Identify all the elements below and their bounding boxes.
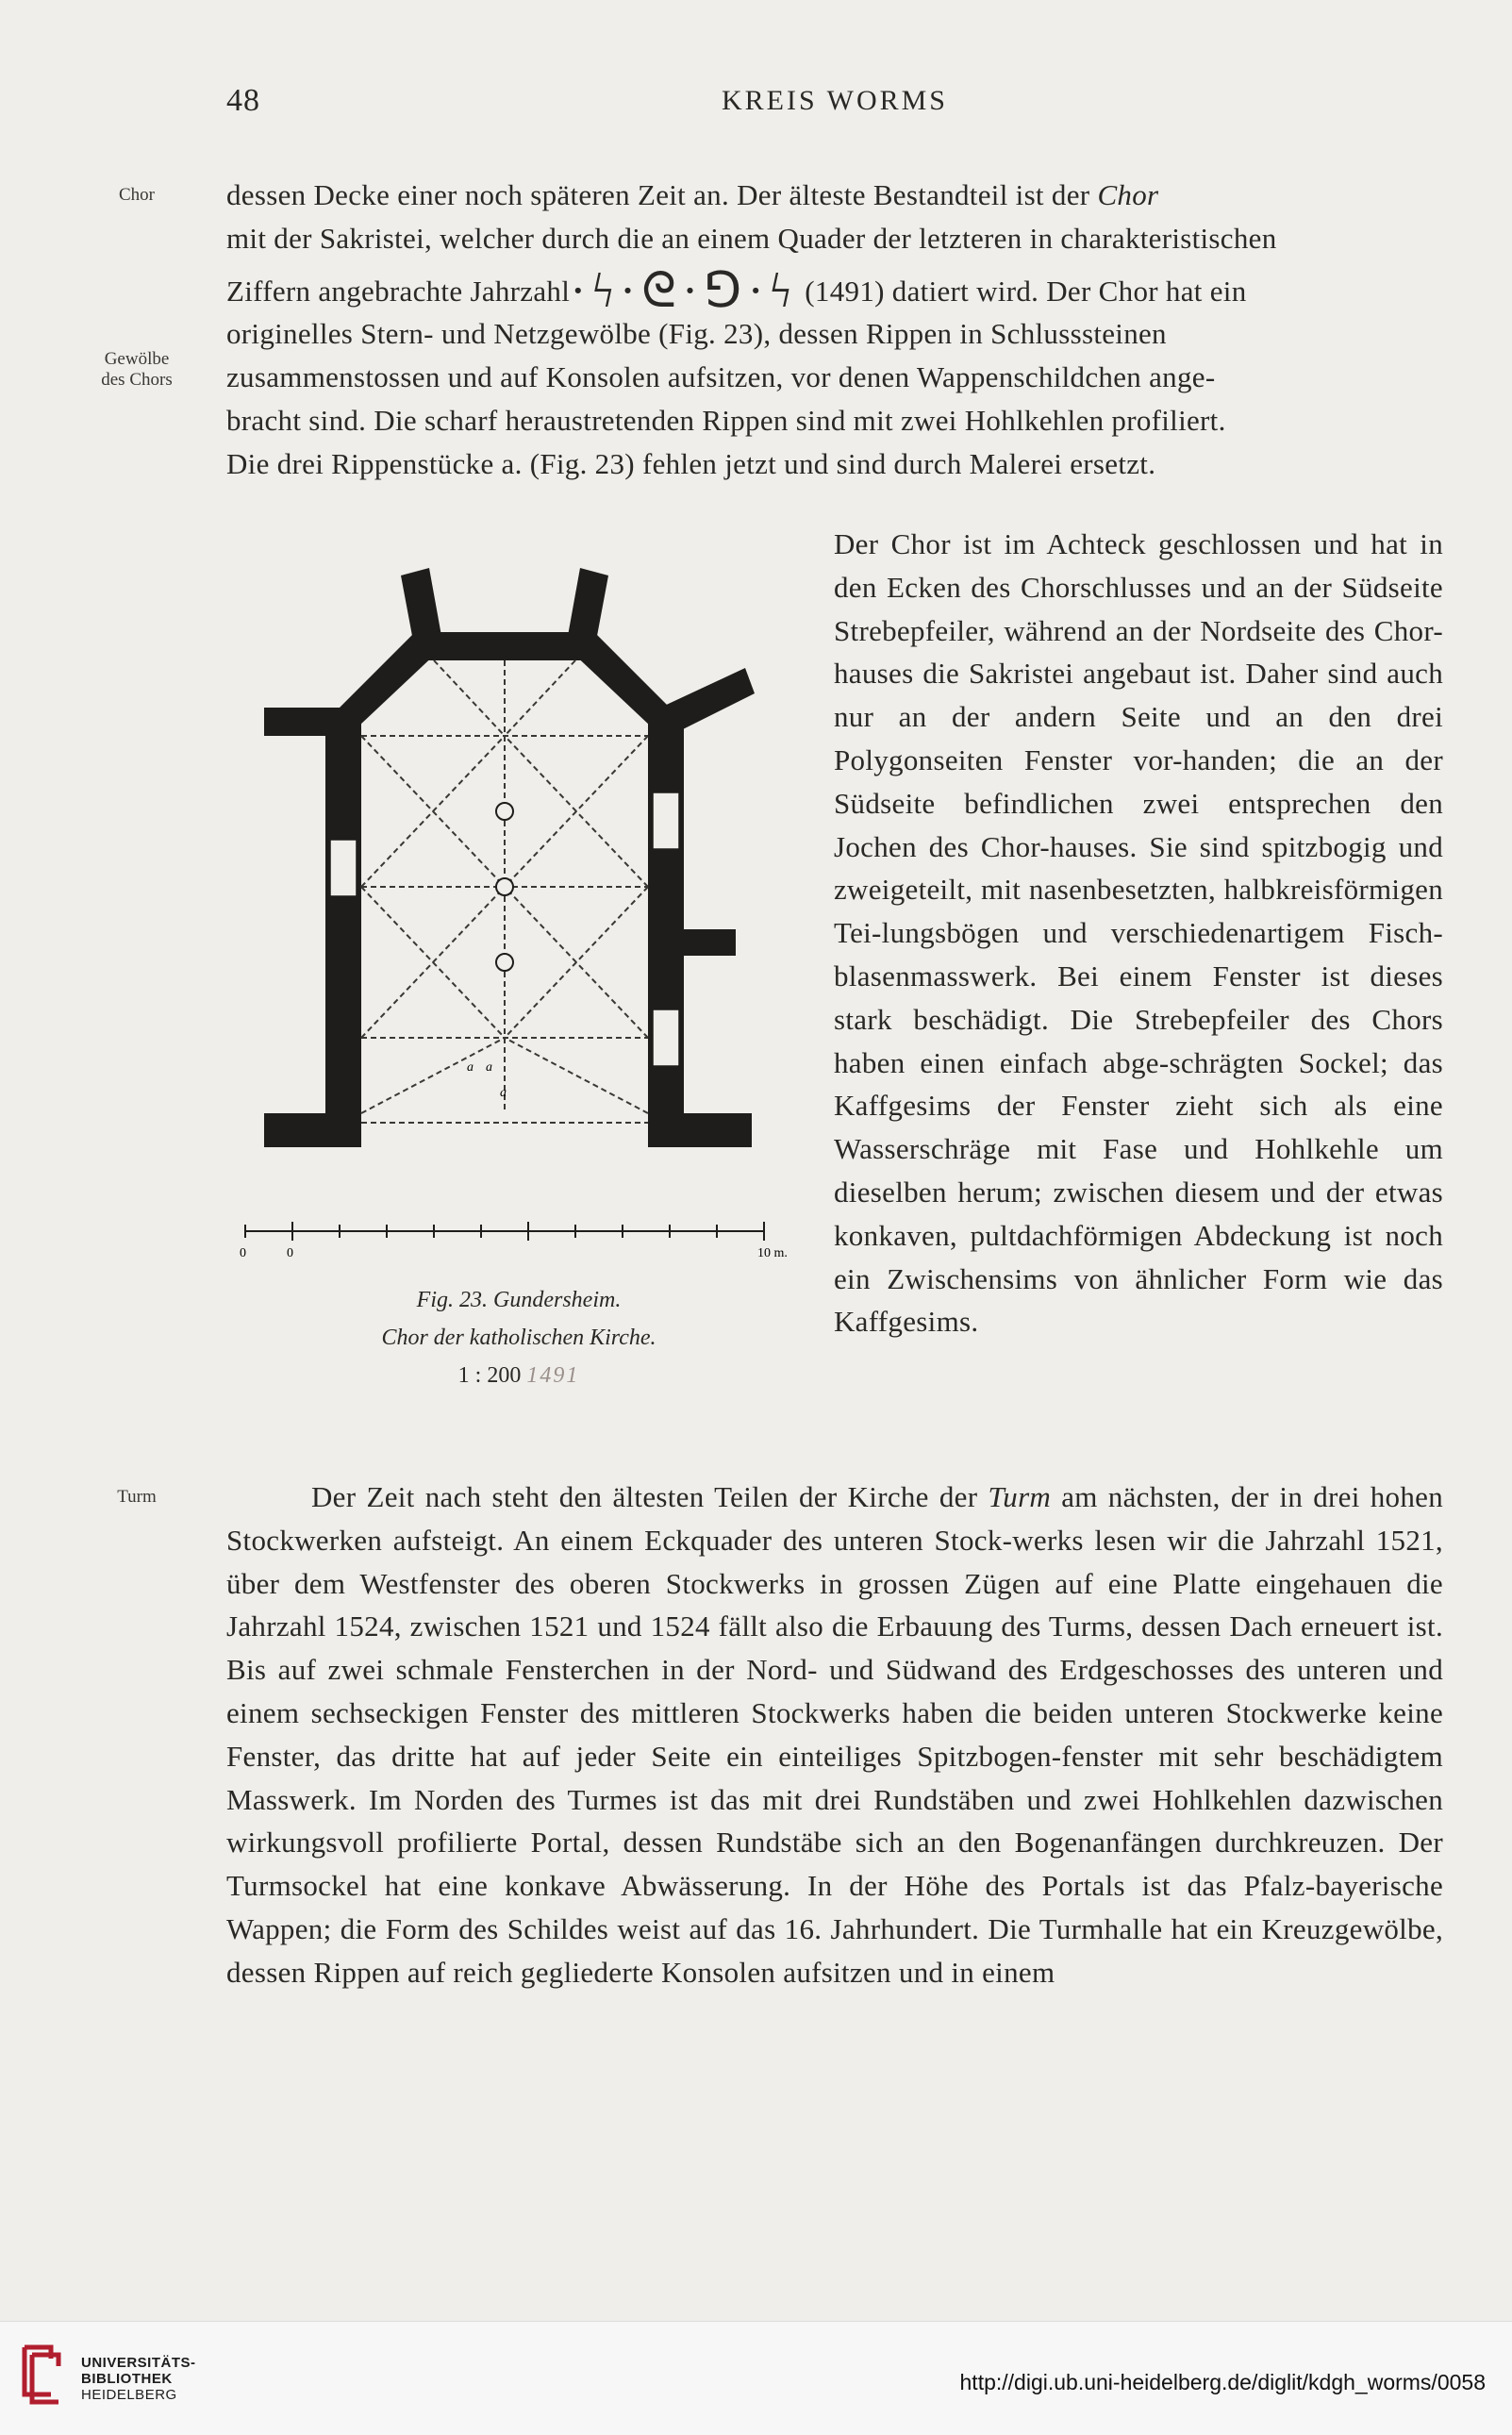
scale-label-end: 10 m. xyxy=(757,1246,788,1260)
margin-note-turm: Turm xyxy=(117,1487,157,1507)
running-title: KREIS WORMS xyxy=(722,85,948,116)
scale-ratio: 1 : 200 xyxy=(457,1363,522,1388)
emphasis-turm: Turm xyxy=(988,1480,1052,1513)
text-line: dessen Decke einer noch späteren Zeit an. Der älteste Bestandteil ist der xyxy=(226,178,1098,211)
paragraph-chor xyxy=(226,174,1443,486)
figure-caption-subtitle: Chor der katholischen Kirche. xyxy=(381,1326,656,1350)
rib-label-a: a xyxy=(500,1086,507,1100)
text-line: Die drei Rippenstücke a. (Fig. 23) fehlen jetzt und sind durch Malerei ersetzt. xyxy=(226,446,1156,480)
scale-bar xyxy=(245,1222,764,1241)
library-name xyxy=(81,2355,196,2403)
jahrzahl-glyphs: ·ϟ·ᘓ·⅁·ϟ xyxy=(570,263,798,318)
page-number: 48 xyxy=(226,83,260,118)
scale-label-start: 0 xyxy=(240,1246,246,1260)
margin-note-gewoelbe xyxy=(57,349,217,391)
margin-note-gewoelbe-line2: des Chors xyxy=(101,370,173,390)
margin-note-gewoelbe-line1: Gewölbe xyxy=(104,349,170,369)
rib-label-a: a xyxy=(467,1060,474,1075)
wall-west-left xyxy=(264,1113,361,1147)
library-name-line2: BIBLIOTHEK xyxy=(81,2371,173,2387)
paragraph-chor-description xyxy=(834,523,1443,1343)
text-run: am nächsten, der in drei hohen Stockwerken aufsteigt. An einem Eckquader des unteren Stock-werks lesen wir die Jahrzahl 1521, über dem Westfenster des oberen Stockwerks in grossen Zügen auf eine Platte eingehauen die Jahrzahl 1524, zwischen 1521 und 1524 fällt also die Erbauung des Turms, dessen Dach erneuert ist. Bis auf zwei schmale Fensterchen in der Nord- und Südwand des Erdgeschosses des unteren und einem sechseckigen Fenster des mittleren Stockwerks haben die beiden unteren Stockwerke keine Fenster, das dritte hat auf jeder Seite ein einteiliges Spitzbogen-fenster mit sehr beschädigtem Masswerk. Im Norden des Turmes ist das mit drei Rundstäben und zwei Hohlkehlen dazwischen wirkungsvoll profilierte Portal, dessen Rundstäbe sich an den Bogenanfängen durchkreuzen. Der Turmsockel hat eine konkave Abwässerung. In der Höhe des Portals ist das Pfalz-bayerische Wappen; die Form des Schildes weist auf das 16. Jahrhundert. Die Turmhalle hat ein Kreuzgewölbe, dessen Rippen auf reich gegliederte Konsolen aufsitzen und in einem xyxy=(226,1480,1443,1989)
wall-north xyxy=(325,708,361,1123)
wall-west-right xyxy=(648,1113,752,1147)
pencil-note: 1491 xyxy=(526,1363,580,1388)
text-line: Ziffern angebrachte Jahrzahl xyxy=(226,274,571,308)
buttress-south xyxy=(679,929,736,956)
window-south-1 xyxy=(653,792,679,849)
permalink-url[interactable]: http://digi.ub.uni-heidelberg.de/diglit/kdgh_worms/0058 xyxy=(959,2370,1486,2394)
figure-caption-scale xyxy=(236,1357,802,1394)
margin-note-chor: Chor xyxy=(119,185,155,205)
side-text: Der Chor ist im Achteck geschlossen und hat in den Ecken des Chorschlusses und an der Südseite Strebepfeiler, während an der Nordseite des Chor-hauses die Sakristei angebaut ist. Daher sind auch nur an der andern Seite und an den drei Polygonseiten Fenster vor-handen; die an der Südseite befindlichen zwei entsprechen den Jochen des Chor-hauses. Sie sind spitzbogig und zweigeteilt, mit nasenbesetzten, halbkreisförmigen Tei-lungsbögen und verschiedenartigem Fisch-blasenmasswerk. Bei einem Fenster ist dieses stark beschädigt. Die Strebepfeiler des Chors haben einen einfach abge-schrägten Sockel; das Kaffgesims der Fenster zieht sich als eine Wasserschräge mit Fase und Hohlkehle um dieselben herum; zwischen diesem und der etwas konkaven, pultdachförmigen Abdeckung ist noch ein Zwischensims von ähnlicher Form wie das Kaffgesims. xyxy=(834,527,1443,1339)
page-header xyxy=(226,83,1443,121)
library-name-line1: UNIVERSITÄTS- xyxy=(81,2355,196,2371)
library-name-line3: HEIDELBERG xyxy=(81,2387,177,2403)
text-line: mit der Sakristei, welcher durch die an einem Quader der letzteren in charakteristischen xyxy=(226,221,1277,255)
window-south-2 xyxy=(653,1009,679,1066)
text-run: Der Zeit nach steht den ältesten Teilen der Kirche der xyxy=(311,1480,989,1513)
rib-label-a: a xyxy=(486,1060,492,1075)
wall-east xyxy=(415,632,594,660)
paragraph-turm xyxy=(226,1476,1443,1994)
figure-caption-title: Fig. 23. Gundersheim. xyxy=(416,1288,622,1312)
text-line: zusammenstossen und auf Konsolen aufsitzen, vor denen Wappenschildchen ange- xyxy=(226,360,1216,394)
scale-label-zero: 0 xyxy=(287,1246,293,1260)
emphasis-chor: Chor xyxy=(1097,178,1159,211)
university-library-logo-icon[interactable] xyxy=(13,2338,70,2413)
text-line: originelles Stern- und Netzgewölbe (Fig. 23), dessen Rippen in Schlusssteinen xyxy=(226,317,1167,351)
text-line: (1491) datiert wird. Der Chor hat ein xyxy=(805,274,1247,308)
floor-plan-figure xyxy=(236,557,821,1274)
text-line: bracht sind. Die scharf heraustretenden Rippen sind mit zwei Hohlkehlen profiliert. xyxy=(226,403,1226,437)
window-north xyxy=(330,840,357,896)
